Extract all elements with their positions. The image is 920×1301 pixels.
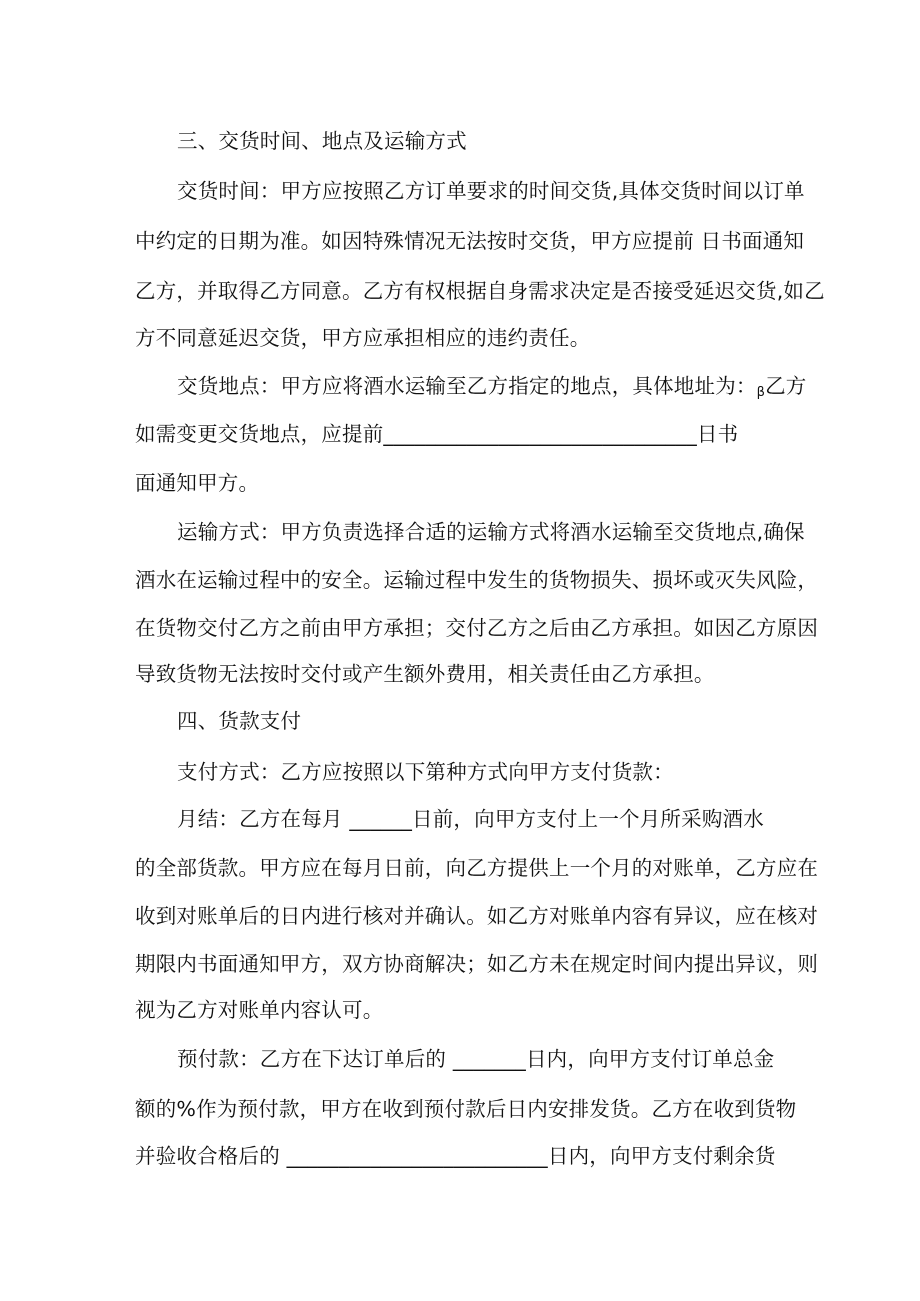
section-3-heading: 三、交货时间、地点及运输方式 bbox=[177, 129, 467, 153]
payment-method-line: 支付方式：乙方应按照以下第种方式向甲方支付货款： bbox=[177, 760, 674, 784]
monthly-line-2: 的全部货款。甲方应在每月日前，向乙方提供上一个月的对账单，乙方应在 bbox=[135, 856, 819, 880]
monthly-line-1: 月结：乙方在每月 ______日前，向甲方支付上一个月所采购酒水 bbox=[177, 807, 764, 831]
delivery-place-line-2: 如需变更交货地点，应提前______________________________日书 bbox=[135, 422, 739, 446]
address-marker: β bbox=[756, 385, 766, 400]
delivery-place-line-3: 面通知甲方。 bbox=[135, 471, 260, 495]
transport-line-4: 导致货物无法按时交付或产生额外费用，相关责任由乙方承担。 bbox=[135, 662, 715, 686]
monthly-line-3: 收到对账单后的日内进行核对并确认。如乙方对账单内容有异议，应在核对 bbox=[135, 904, 819, 928]
monthly-line-5: 视为乙方对账单内容认可。 bbox=[135, 998, 384, 1022]
delivery-place-line-1 bbox=[177, 373, 807, 406]
delivery-time-line-3: 乙方，并取得乙方同意。乙方有权根据自身需求决定是否接受延迟交货,如乙 bbox=[135, 279, 825, 303]
transport-line-2: 酒水在运输过程中的安全。运输过程中发生的货物损失、损坏或灭失风险， bbox=[135, 568, 819, 592]
delivery-place-text: 交货地点：甲方应将酒水运输至乙方指定的地点，具体地址为： bbox=[177, 374, 757, 398]
delivery-place-tail: 乙方 bbox=[765, 374, 807, 398]
delivery-time-line-4: 方不同意延迟交货，甲方应承担相应的违约责任。 bbox=[135, 326, 591, 350]
prepay-line-1: 预付款：乙方在下达订单后的 _______日内，向甲方支付订单总金 bbox=[177, 1047, 775, 1071]
section-4-heading: 四、货款支付 bbox=[177, 709, 302, 733]
transport-line-3: 在货物交付乙方之前由甲方承担；交付乙方之后由乙方承担。如因乙方原因 bbox=[135, 616, 819, 640]
prepay-line-2: 额的%作为预付款，甲方在收到预付款后日内安排发货。乙方在收到货物 bbox=[135, 1097, 797, 1121]
delivery-time-line-1: 交货时间：甲方应按照乙方订单要求的时间交货,具体交货时间以订单 bbox=[177, 179, 805, 203]
delivery-time-line-2: 中约定的日期为准。如因特殊情况无法按时交货，甲方应提前 日书面通知 bbox=[135, 229, 805, 253]
prepay-line-3: 并验收合格后的 _________________________日内，向甲方支付剩余货 bbox=[135, 1144, 776, 1168]
monthly-line-4: 期限内书面通知甲方，双方协商解决；如乙方未在规定时间内提出异议，则 bbox=[135, 952, 819, 976]
transport-line-1: 运输方式：甲方负责选择合适的运输方式将酒水运输至交货地点,确保 bbox=[177, 520, 805, 544]
